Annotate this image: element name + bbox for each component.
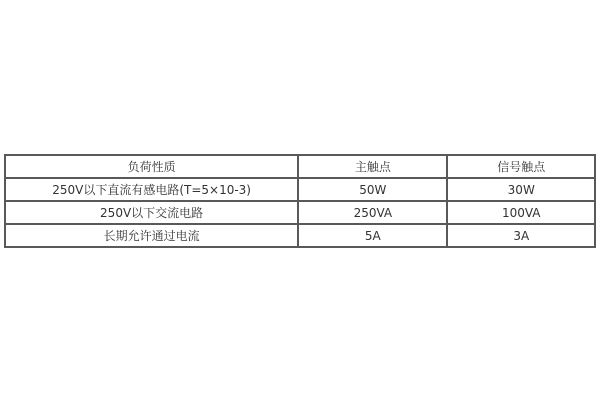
cell-signal-contact: 3A bbox=[447, 224, 595, 247]
table-row bbox=[5, 178, 595, 201]
table-row bbox=[5, 224, 595, 247]
cell-load-nature: 长期允许通过电流 bbox=[5, 224, 298, 247]
header-signal-contact: 信号触点 bbox=[447, 155, 595, 178]
contact-load-spec-table bbox=[4, 154, 596, 248]
table-row bbox=[5, 201, 595, 224]
cell-main-contact: 5A bbox=[298, 224, 447, 247]
cell-load-nature: 250V以下直流有感电路(T=5×10-3) bbox=[5, 178, 298, 201]
cell-signal-contact: 100VA bbox=[447, 201, 595, 224]
header-load-nature: 负荷性质 bbox=[5, 155, 298, 178]
cell-signal-contact: 30W bbox=[447, 178, 595, 201]
table-header-row bbox=[5, 155, 595, 178]
cell-main-contact: 250VA bbox=[298, 201, 447, 224]
cell-main-contact: 50W bbox=[298, 178, 447, 201]
cell-load-nature: 250V以下交流电路 bbox=[5, 201, 298, 224]
header-main-contact: 主触点 bbox=[298, 155, 447, 178]
